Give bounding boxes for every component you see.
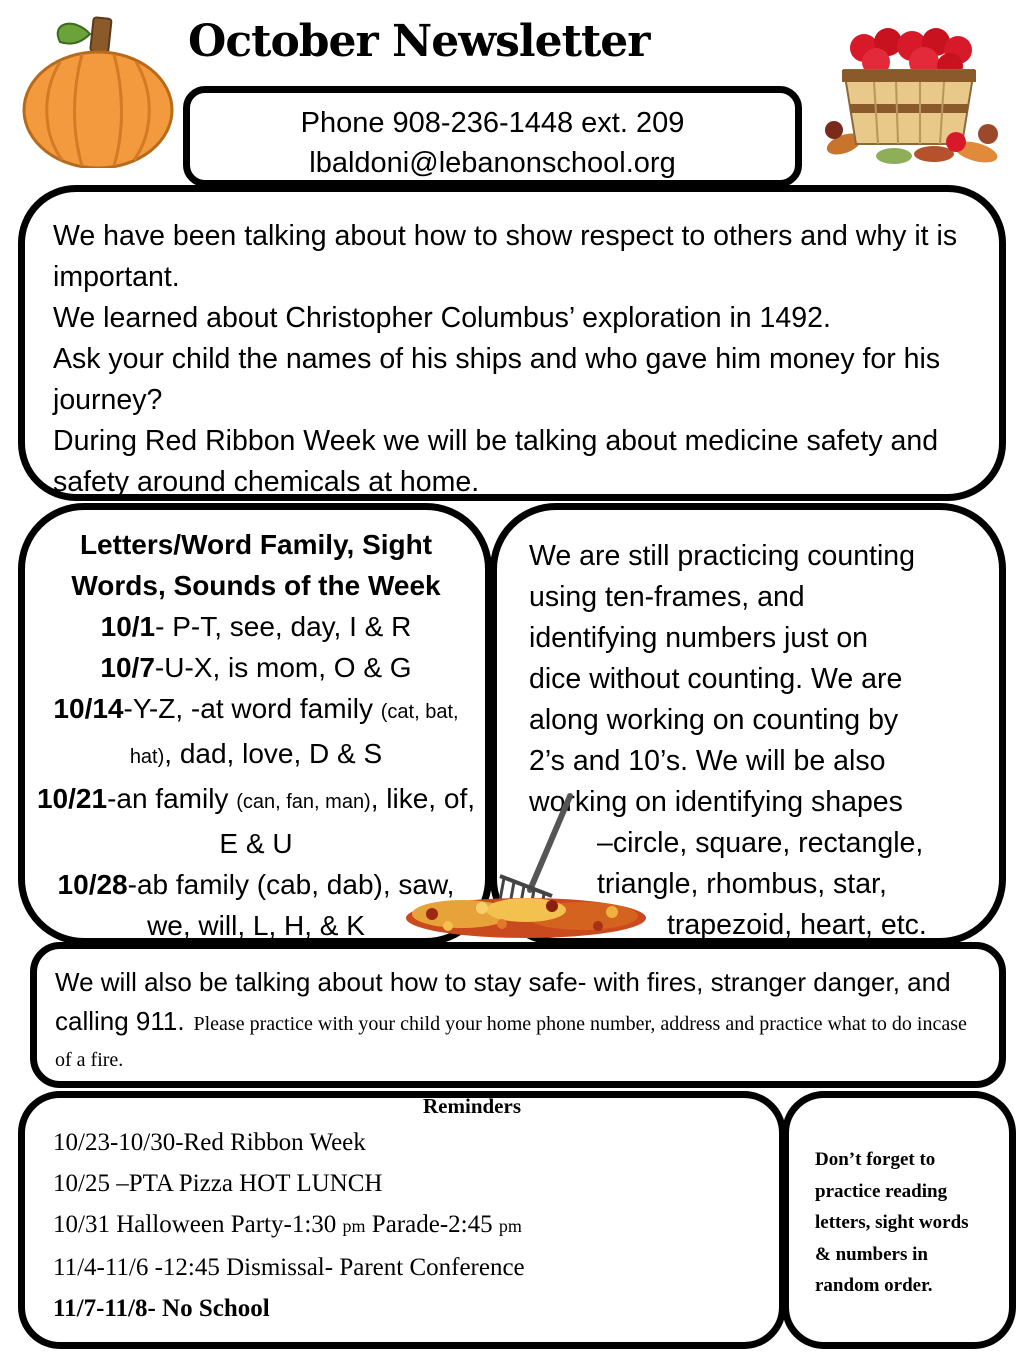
math-line: using ten-frames, and <box>529 581 805 613</box>
note-line: Don’t forget to <box>815 1149 936 1170</box>
week-item: 10/28-ab family (cab, dab), saw, we, will, L, H, & K <box>57 869 455 941</box>
intro-respect: We have been talking about how to show respect to others and why it is important. <box>53 220 958 293</box>
note-line: practice reading <box>815 1180 948 1202</box>
apple-basket-icon <box>824 26 1004 166</box>
rake-leaves-icon <box>402 790 650 940</box>
math-line: identifying numbers just on <box>529 622 869 654</box>
safety-main: We will also be talking about how to stay safe- with fires, stranger danger, and calling 911. <box>55 967 951 1036</box>
intro-red-ribbon: During Red Ribbon Week we will be talking about medicine safety and safety around chemicals at home. <box>53 425 939 498</box>
reminders-box <box>18 1091 786 1349</box>
intro-columbus: We learned about Christopher Columbus’ exploration in 1492. <box>53 302 831 334</box>
note-box <box>782 1091 1016 1349</box>
math-line: dice without counting. We are <box>529 663 903 695</box>
safety-practice: Please practice with your child your home phone number, address and practice what to do incase of a fire. <box>55 1013 967 1071</box>
reminders-title: Reminders <box>423 1094 521 1118</box>
week-item: 10/14-Y-Z, -at word family (cat, bat, hat), dad, love, D & S <box>53 693 459 769</box>
math-line: –circle, square, rectangle, <box>597 827 924 859</box>
reminder-item: 11/7-11/8- No School <box>53 1295 270 1322</box>
week-item: 10/21-an family (can, fan, man), like, of, E & U <box>36 783 475 859</box>
email-address[interactable]: lbaldoni@lebanonschool.org <box>309 147 676 179</box>
reminder-item: 10/23-10/30-Red Ribbon Week <box>53 1129 366 1156</box>
safety-box <box>30 942 1006 1088</box>
note-line: & numbers in <box>815 1243 928 1265</box>
note-line: random order. <box>815 1275 933 1296</box>
intro-box <box>18 185 1006 501</box>
reminder-item: 10/25 –PTA Pizza HOT LUNCH <box>53 1170 383 1197</box>
math-line: triangle, rhombus, star, <box>597 868 887 900</box>
math-line: along working on counting by <box>529 704 899 736</box>
week-item: 10/7-U-X, is mom, O & G <box>100 652 412 683</box>
phone-number: Phone 908-236-1448 ext. 209 <box>300 107 685 139</box>
math-line: 2’s and 10’s. We will be also <box>529 745 886 777</box>
letters-heading: Letters/Word Family, Sight Words, Sounds of the Week <box>71 529 441 601</box>
week-item: 10/1- P-T, see, day, I & R <box>100 611 412 642</box>
note-line: letters, sight words <box>815 1212 969 1233</box>
math-line: We are still practicing counting <box>529 540 915 572</box>
page-title: October Newsletter <box>188 16 650 67</box>
reminder-item: 11/4-11/6 -12:45 Dismissal- Parent Conference <box>53 1254 525 1281</box>
contact-box <box>183 86 802 187</box>
math-line: trapezoid, heart, etc. <box>667 909 927 941</box>
reminder-item: 10/31 Halloween Party-1:30 pm Parade-2:45 pm <box>53 1211 522 1238</box>
intro-ships-question: Ask your child the names of his ships and who gave him money for his journey? <box>53 343 941 416</box>
math-line: working on identifying shapes <box>529 786 903 818</box>
pumpkin-icon <box>20 12 176 168</box>
